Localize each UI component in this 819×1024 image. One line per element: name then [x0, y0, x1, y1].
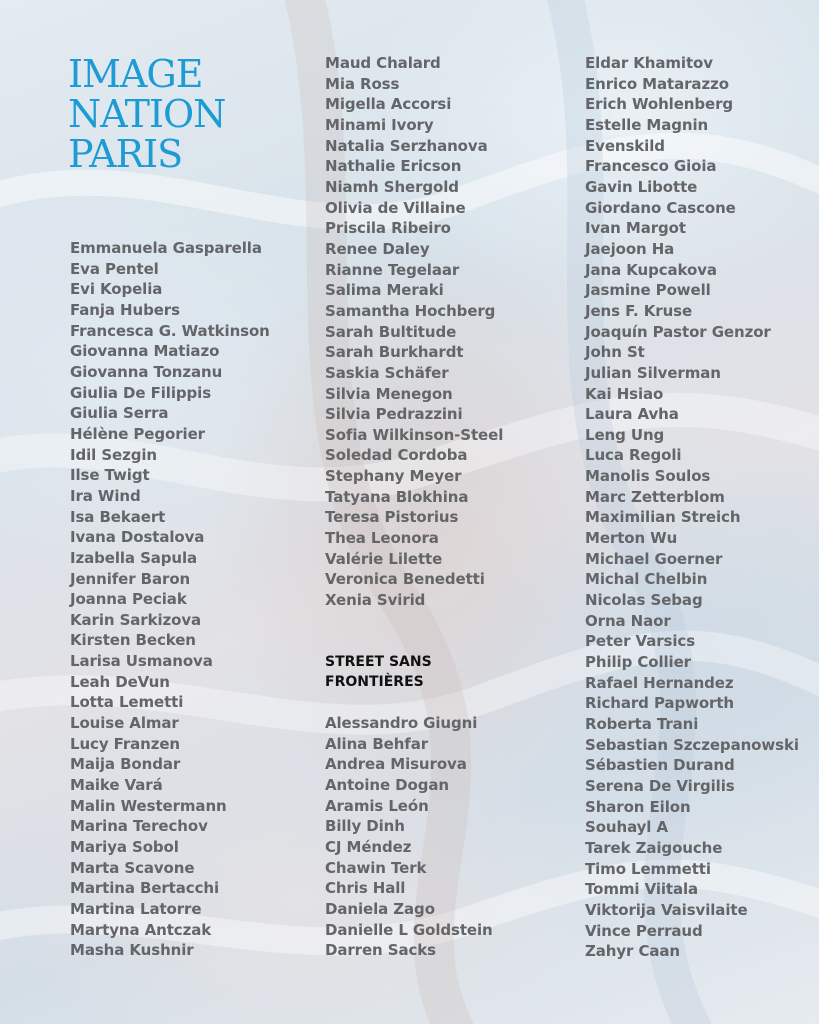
name-entry: Alessandro Giugni [325, 714, 478, 732]
name-entry: Zahyr Caan [585, 942, 681, 961]
name-entry: Souhayl A [585, 818, 668, 837]
name-entry: Laura Avha [585, 405, 679, 424]
name-entry: Aramis León [325, 796, 429, 815]
name-entry: Karin Sarkizova [70, 610, 202, 629]
name-entry: Lotta Lemetti [70, 693, 184, 712]
name-entry: Larisa Usmanova [70, 652, 213, 671]
name-entry: Antoine Dogan [325, 775, 449, 794]
name-entry: Peter Varsics [585, 632, 696, 651]
name-entry: Danielle L Goldstein [325, 920, 493, 939]
name-entry: Chawin Terk [325, 858, 427, 877]
name-entry: Maike Vará [70, 776, 163, 795]
name-entry: Joaquín Pastor Genzor [585, 322, 771, 341]
name-entry: Giulia De Filippis [70, 383, 212, 402]
name-entry: Isa Bekaert [70, 507, 166, 526]
name-entry: Maud Chalard [325, 54, 441, 72]
name-entry: Jens F. Kruse [585, 301, 693, 320]
section-heading-line-2: FRONTIÈRES [325, 674, 424, 690]
name-entry: Thea Leonora [325, 529, 439, 548]
name-entry: Eva Pentel [70, 259, 159, 278]
names-column-2-bottom [325, 713, 493, 961]
name-entry: Marc Zetterblom [585, 487, 725, 506]
name-entry: Priscila Ribeiro [325, 219, 451, 238]
name-entry: Roberta Trani [585, 715, 699, 733]
name-entry: Masha Kushnir [70, 941, 194, 960]
name-entry: Minami Ivory [325, 115, 434, 134]
name-entry: Louise Almar [70, 714, 179, 733]
name-entry: Enrico Matarazzo [585, 74, 729, 93]
name-entry: Jennifer Baron [70, 569, 191, 588]
name-entry: Tatyana Blokhina [325, 487, 469, 506]
name-entry: Michal Chelbin [585, 570, 708, 589]
name-entry: Hélène Pegorier [70, 424, 205, 443]
logo-line-1: IMAGE [68, 52, 203, 96]
logo-line-3: PARIS [68, 132, 183, 176]
name-entry: Tommi Viitala [585, 880, 699, 899]
name-entry: Migella Accorsi [325, 95, 452, 114]
name-entry: Martina Bertacchi [70, 879, 219, 898]
name-entry: Jasmine Powell [585, 281, 711, 300]
name-entry: Izabella Sapula [70, 548, 198, 567]
name-entry: Sarah Burkhardt [325, 343, 464, 362]
name-entry: Estelle Magnin [585, 115, 709, 134]
name-entry: Maximilian Streich [585, 508, 741, 527]
name-entry: Joanna Peciak [70, 590, 187, 609]
name-entry: Giulia Serra [70, 404, 169, 423]
name-entry: Chris Hall [325, 879, 406, 898]
name-entry: Lucy Franzen [70, 734, 180, 753]
name-entry: Marina Terechov [70, 817, 208, 836]
name-entry: Merton Wu [585, 529, 678, 548]
logo-line-2: NATION [68, 92, 226, 136]
name-entry: Rafael Hernandez [585, 673, 734, 692]
name-entry: Olivia de Villaine [325, 198, 466, 217]
name-entry: Nathalie Ericson [325, 157, 462, 176]
name-entry: Natalia Serzhanova [325, 136, 488, 155]
names-column-1 [70, 238, 270, 961]
name-entry: Mia Ross [325, 74, 400, 93]
name-entry: Maija Bondar [70, 755, 181, 774]
name-entry: Giovanna Tonzanu [70, 362, 223, 381]
name-entry: Francesco Gioia [585, 157, 717, 176]
name-entry: Malin Westermann [70, 796, 227, 815]
name-entry: Stephany Meyer [325, 467, 462, 486]
name-entry: Silvia Pedrazzini [325, 405, 463, 424]
name-entry: Francesca G. Watkinson [70, 321, 270, 340]
name-entry: Jana Kupcakova [585, 260, 717, 279]
name-entry: Giordano Cascone [585, 198, 736, 217]
name-entry: Vince Perraud [585, 921, 703, 940]
name-entry: Saskia Schäfer [325, 363, 449, 382]
name-entry: Sharon Eilon [585, 797, 691, 816]
name-entry: Manolis Soulos [585, 467, 711, 486]
names-column-2-top [325, 53, 503, 611]
name-entry: Xenia Svirid [325, 591, 426, 610]
name-entry: Serena De Virgilis [585, 776, 735, 795]
name-entry: Evi Kopelia [70, 280, 163, 299]
name-entry: Leng Ung [585, 425, 665, 444]
name-entry: Sebastian Szczepanowski [585, 735, 799, 754]
names-column-3 [585, 53, 799, 962]
name-entry: Jaejoon Ha [585, 239, 675, 258]
name-entry: Ivan Margot [585, 219, 686, 238]
name-entry: John St [585, 343, 645, 362]
name-entry: Salima Meraki [325, 281, 444, 300]
name-entry: Giovanna Matiazo [70, 342, 220, 361]
name-entry: Marta Scavone [70, 858, 195, 877]
name-entry: Nicolas Sebag [585, 591, 703, 610]
name-entry: Soledad Cordoba [325, 446, 468, 465]
name-entry: Rianne Tegelaar [325, 260, 460, 279]
name-entry: Silvia Menegon [325, 384, 453, 403]
name-entry: Michael Goerner [585, 549, 723, 568]
name-entry: Renee Daley [325, 239, 430, 258]
name-entry: CJ Méndez [325, 837, 412, 856]
name-entry: Julian Silverman [585, 363, 721, 382]
name-entry: Billy Dinh [325, 817, 405, 836]
name-entry: Tarek Zaigouche [585, 838, 723, 857]
name-entry: Richard Papworth [585, 694, 735, 713]
name-entry: Fanja Hubers [70, 300, 180, 319]
name-entry: Philip Collier [585, 653, 691, 672]
name-entry: Ivana Dostalova [70, 528, 205, 547]
name-entry: Ilse Twigt [70, 466, 150, 485]
name-entry: Martina Latorre [70, 900, 202, 918]
name-entry: Darren Sacks [325, 941, 436, 960]
name-entry: Sarah Bultitude [325, 322, 457, 341]
name-entry: Daniela Zago [325, 899, 435, 918]
name-entry: Leah DeVun [70, 672, 170, 691]
name-entry: Orna Naor [585, 611, 671, 630]
name-entry: Erich Wohlenberg [585, 95, 734, 114]
name-entry: Idil Sezgin [70, 445, 157, 464]
name-entry: Alina Behfar [325, 734, 429, 753]
name-entry: Sébastien Durand [585, 756, 735, 775]
name-entry: Teresa Pistorius [325, 508, 459, 527]
name-entry: Samantha Hochberg [325, 301, 496, 320]
section-heading-line-1: STREET SANS [325, 654, 432, 670]
name-entry: Evenskild [585, 136, 665, 155]
name-entry: Veronica Benedetti [325, 570, 485, 589]
image-nation-paris-logo [68, 52, 226, 176]
name-entry: Gavin Libotte [585, 177, 698, 196]
name-entry: Timo Lemmetti [585, 859, 711, 878]
section-heading-street-sans-frontieres [325, 652, 432, 692]
name-entry: Mariya Sobol [70, 838, 179, 857]
name-entry: Kai Hsiao [585, 384, 664, 403]
name-entry: Martyna Antczak [70, 920, 212, 939]
name-entry: Ira Wind [70, 486, 141, 505]
name-entry: Luca Regoli [585, 446, 682, 465]
name-entry: Kirsten Becken [70, 631, 196, 650]
name-entry: Emmanuela Gasparella [70, 239, 262, 257]
name-entry: Viktorija Vaisvilaite [585, 900, 748, 919]
name-entry: Sofia Wilkinson-Steel [325, 425, 504, 444]
name-entry: Eldar Khamitov [585, 54, 713, 72]
name-entry: Valérie Lilette [325, 549, 443, 568]
name-entry: Niamh Shergold [325, 177, 459, 196]
name-entry: Andrea Misurova [325, 755, 467, 774]
